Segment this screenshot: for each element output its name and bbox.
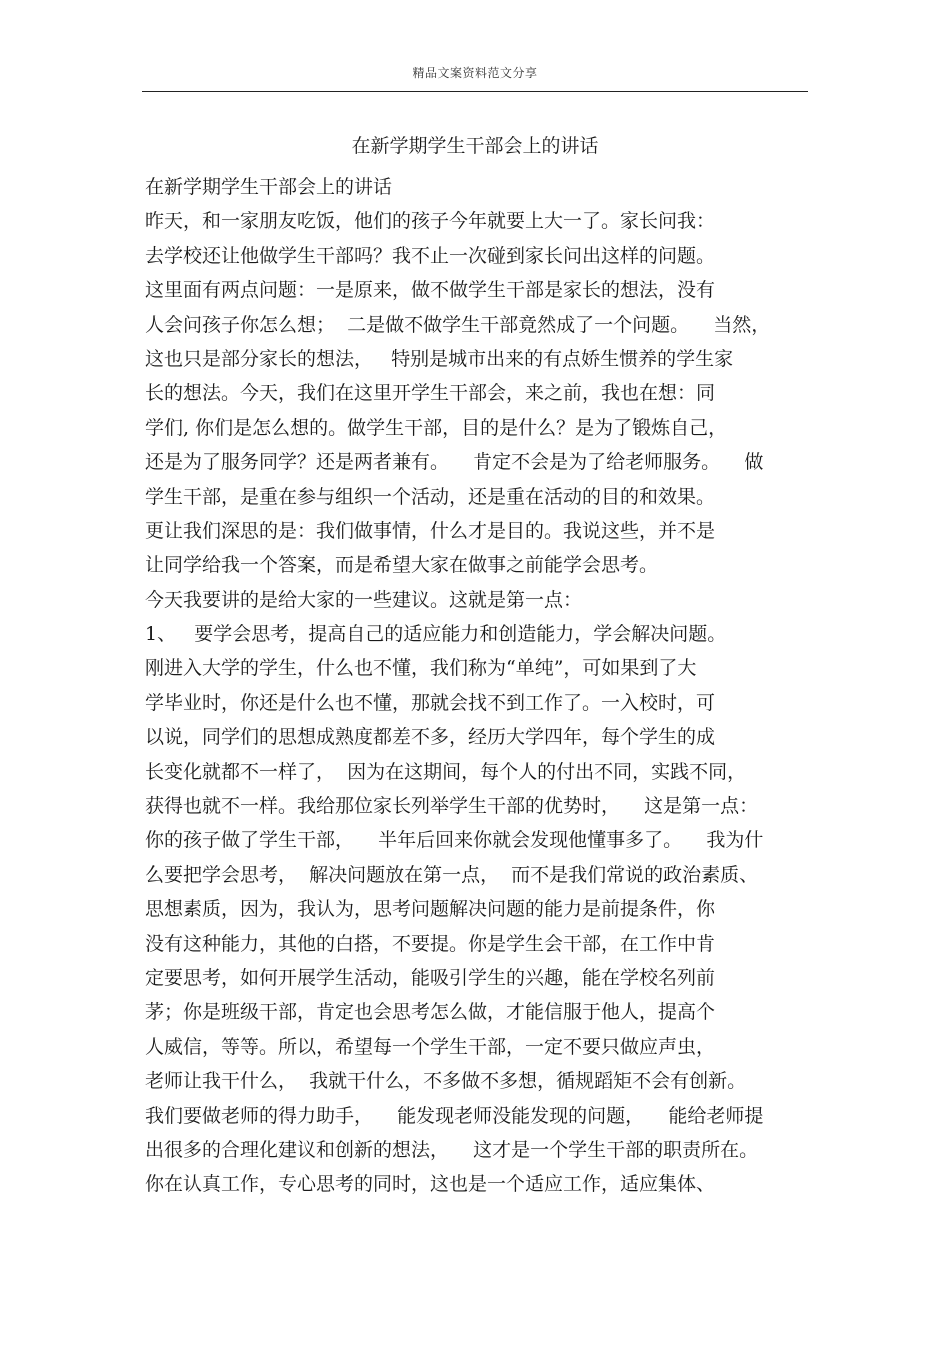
- body-line: 让同学给我一个答案，而是希望大家在做事之前能学会思考。: [145, 554, 659, 577]
- body-line: 长的想法。今天，我们在这里开学生干部会，来之前，我也在想：同: [145, 382, 716, 405]
- body-line: 这也只是部分家长的想法， 特别是城市出来的有点娇生惯养的学生家: [145, 347, 734, 370]
- body-line: 茅；你是班级干部，肯定也会思考怎么做，才能信服于他人，提高个: [145, 1001, 716, 1024]
- body-line: 在新学期学生干部会上的讲话: [145, 176, 393, 198]
- body-line: 出很多的合理化建议和创新的想法， 这才是一个学生干部的职责所在。: [145, 1138, 759, 1161]
- body-line: 刚进入大学的学生，什么也不懂，我们称为“单纯”，可如果到了大: [145, 657, 697, 680]
- body-line: 学毕业时，你还是什么也不懂，那就会找不到工作了。一入校时，可: [145, 691, 716, 714]
- body-line: 老师让我干什么， 我就干什么，不多做不多想，循规蹈矩不会有创新。: [145, 1070, 747, 1093]
- body-line: 学生干部，是重在参与组织一个活动，还是重在活动的目的和效果。: [145, 485, 716, 508]
- body-line: 么要把学会思考， 解决问题放在第一点， 而不是我们常说的政治素质、: [145, 863, 759, 886]
- body-line: 思想素质，因为，我认为，思考问题解决问题的能力是前提条件，你: [145, 898, 716, 921]
- document-body: [145, 174, 825, 1206]
- body-line: 长变化就都不一样了， 因为在这期间，每个人的付出不同，实践不同，: [145, 760, 747, 783]
- body-line: 更让我们深思的是：我们做事情，什么才是目的。我说这些，并不是: [145, 519, 716, 542]
- body-line: 昨天，和一家朋友吃饭，他们的孩子今年就要上大一了。家长问我：: [145, 210, 716, 233]
- body-line: 没有这种能力，其他的白搭，不要提。你是学生会干部，在工作中肯: [145, 932, 716, 955]
- document-title: 在新学期学生干部会上的讲话: [351, 135, 599, 157]
- body-line: 以说，同学们的思想成熟度都差不多，经历大学四年，每个学生的成: [145, 726, 716, 749]
- body-line: 1、 要学会思考，提高自己的适应能力和创造能力，学会解决问题。: [145, 623, 727, 646]
- body-line: 你的孩子做了学生干部， 半年后回来你就会发现他懂事多了。 我为什: [145, 829, 764, 852]
- body-line: 你在认真工作，专心思考的同时，这也是一个适应工作，适应集体、: [145, 1173, 716, 1196]
- body-line: 还是为了服务同学？还是两者兼有。 肯定不会是为了给老师服务。 做: [145, 451, 764, 474]
- body-line: 我们要做老师的得力助手， 能发现老师没能发现的问题， 能给老师提: [145, 1104, 764, 1127]
- body-line: 人会问孩子你怎么想； 二是做不做学生干部竟然成了一个问题。 当然，: [145, 313, 771, 336]
- body-line: 定要思考，如何开展学生活动，能吸引学生的兴趣，能在学校名列前: [145, 966, 716, 989]
- page-header: 精品文案资料范文分享: [412, 66, 538, 80]
- body-line: 今天我要讲的是给大家的一些建议。这就是第一点：: [145, 588, 583, 611]
- header-divider: [142, 91, 808, 92]
- body-line: 去学校还让他做学生干部吗？我不止一次碰到家长问出这样的问题。: [145, 244, 716, 267]
- body-line: 人威信，等等。所以，希望每一个学生干部，一定不要只做应声虫，: [145, 1035, 716, 1058]
- body-line: 学们, 你们是怎么想的。做学生干部，目的是什么？是为了锻炼自己，: [145, 416, 728, 439]
- body-line: 这里面有两点问题：一是原来，做不做学生干部是家长的想法，没有: [145, 279, 716, 302]
- body-line: 获得也就不一样。我给那位家长列举学生干部的优势时， 这是第一点：: [145, 795, 759, 818]
